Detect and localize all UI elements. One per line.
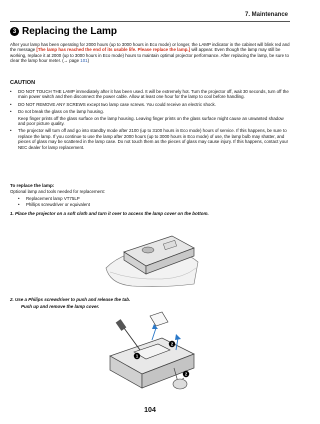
page-number: 104	[144, 407, 156, 414]
list-item	[18, 202, 90, 208]
heading-title: Replacing the Lamp	[22, 26, 118, 37]
step-2-line-1: 2. Use a Philips screwdriver to push and release the tab.	[10, 297, 131, 302]
lamp-cover-removal-illustration	[104, 310, 198, 400]
caution-text: DO NOT REMOVE ANY SCREWS except two lamp case screws. You could receive an electric shock.	[18, 101, 216, 107]
intro-text-1: After your lamp has been operating for 2000 hours (up to 3000 hours in Eco mode) or longer, the LAMP indicator in the cabinet will blink red and the message	[10, 42, 290, 53]
bullet: •	[10, 89, 12, 94]
intro-text-3: )	[87, 58, 90, 64]
step-2-line-2: Push up and remove the lamp cover.	[21, 304, 100, 309]
bullet: •	[18, 201, 20, 207]
caution-list	[10, 89, 290, 152]
step-2	[10, 296, 130, 310]
caution-item	[10, 128, 290, 150]
intro-text-2: will appear. Even though the lamp may still be working, replace it at 2000 (up to 3000 hours in Eco mode) hours to maintain optimal projector performance. After replacing the lamp, be sure to clear the lamp hour meter. (→ page	[10, 47, 289, 64]
caution-text: The projector will turn off and go into standby mode after 2100 (up to 3100 hours in Eco mode) hours of service. If this happens, be sure to replace the lamp. If you continue to use the lamp after 2000 hours (up to 3000 hours in Eco mode) of use, the lamp bulb may shatter, and pieces of glass may be scattered in the lamp case. Do not touch them as the pieces of glass may cause injury. If this happens, contact your NEC dealer for lamp replacement.	[18, 128, 289, 150]
intro-paragraph	[10, 42, 290, 64]
caution-text: Do not break the glass on the lamp housing.	[18, 109, 104, 115]
projector-on-cloth-illustration	[102, 222, 202, 288]
page-link[interactable]: 101	[80, 58, 88, 64]
bullet: •	[10, 109, 12, 115]
callout-2b-label: 2	[184, 371, 188, 377]
bullet: •	[10, 128, 12, 134]
caution-item	[10, 89, 290, 100]
bullet: •	[10, 101, 12, 107]
section-title: 7. Maintenance	[244, 12, 288, 18]
callout-1-label: 1	[135, 353, 139, 359]
replace-subtitle: Optional lamp and tools needed for replacement:	[10, 189, 105, 194]
tool-item: Replacement lamp VT75LP	[26, 196, 80, 201]
header-rule	[10, 21, 290, 22]
caution-subtext: Keep finger prints off the glass surface on the lamp housing. Leaving finger prints on the glass surface might cause an unwanted shadow and poor picture quality.	[18, 115, 284, 127]
caution-text: DO NOT TOUCH THE LAMP immediately after it has been used. It will be extremely hot. Turn the projector off, wait 30 seconds, turn off the main power switch and then disconnect the power cable. Allow at least one hour for the lamp to cool before handling.	[18, 89, 289, 100]
heading-number-badge: 3	[10, 27, 19, 36]
bullet: •	[18, 196, 20, 201]
intro-message: [The lamp has reached the end of its usable life. Please replace the lamp.]	[36, 47, 191, 53]
callout-2-label: 2	[170, 341, 174, 347]
replace-title: To replace the lamp:	[10, 183, 55, 188]
caution-title: CAUTION	[10, 80, 36, 86]
tools-list	[18, 196, 90, 207]
caution-item	[10, 109, 290, 126]
tool-item: Phillips screwdriver or equivalent	[26, 201, 90, 207]
caution-item	[10, 102, 290, 107]
page-heading	[10, 26, 117, 37]
step-1: 1. Place the projector on a soft cloth and turn it over to access the lamp cover on the bottom.	[10, 211, 209, 216]
